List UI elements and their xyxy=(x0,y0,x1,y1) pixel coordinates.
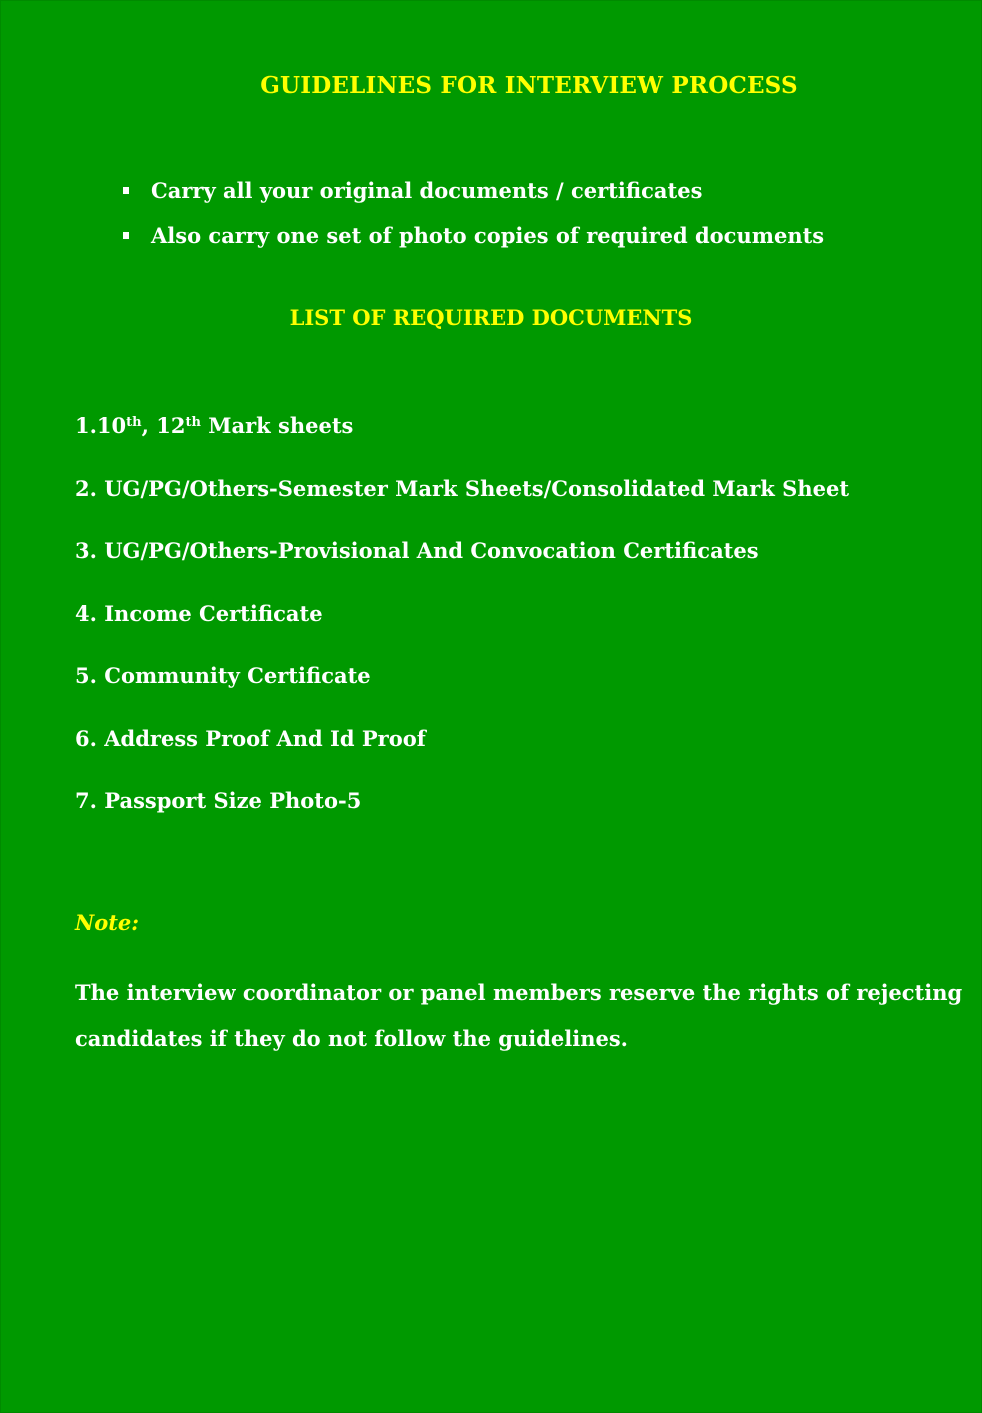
document-item: 6. Address Proof And Id Proof xyxy=(75,725,426,751)
guideline-item xyxy=(118,168,824,213)
document-item: 2. UG/PG/Others-Semester Mark Sheets/Consolidated Mark Sheet xyxy=(75,475,850,501)
guideline-text: Also carry one set of photo copies of required documents xyxy=(151,223,825,248)
note-label: Note: xyxy=(75,910,140,935)
guidelines-list xyxy=(118,168,824,258)
note-text: The interview coordinator or panel members reserve the rights of rejecting candidates if they do not follow the guidelines. xyxy=(75,980,963,1051)
page-title: GUIDELINES FOR INTERVIEW PROCESS xyxy=(260,72,798,99)
document-item: 5. Community Certificate xyxy=(75,663,371,688)
document-text: 1.10 xyxy=(75,413,127,438)
document-item: 3. UG/PG/Others-Provisional And Convocation Certificates xyxy=(75,538,759,563)
document-item: 7. Passport Size Photo-5 xyxy=(75,788,362,813)
superscript: th xyxy=(185,415,201,430)
square-bullet-icon xyxy=(123,232,129,239)
document-text: , 12 xyxy=(141,413,186,438)
documents-heading: LIST OF REQUIRED DOCUMENTS xyxy=(289,305,693,330)
guideline-text: Carry all your original documents / certificates xyxy=(151,178,703,203)
guideline-item xyxy=(118,213,824,258)
square-bullet-icon xyxy=(123,187,129,194)
document-item xyxy=(75,410,849,473)
document-text: Mark sheets xyxy=(200,413,354,438)
document-item: 4. Income Certificate xyxy=(75,600,323,626)
required-documents-list xyxy=(75,410,849,848)
superscript: th xyxy=(126,415,142,430)
